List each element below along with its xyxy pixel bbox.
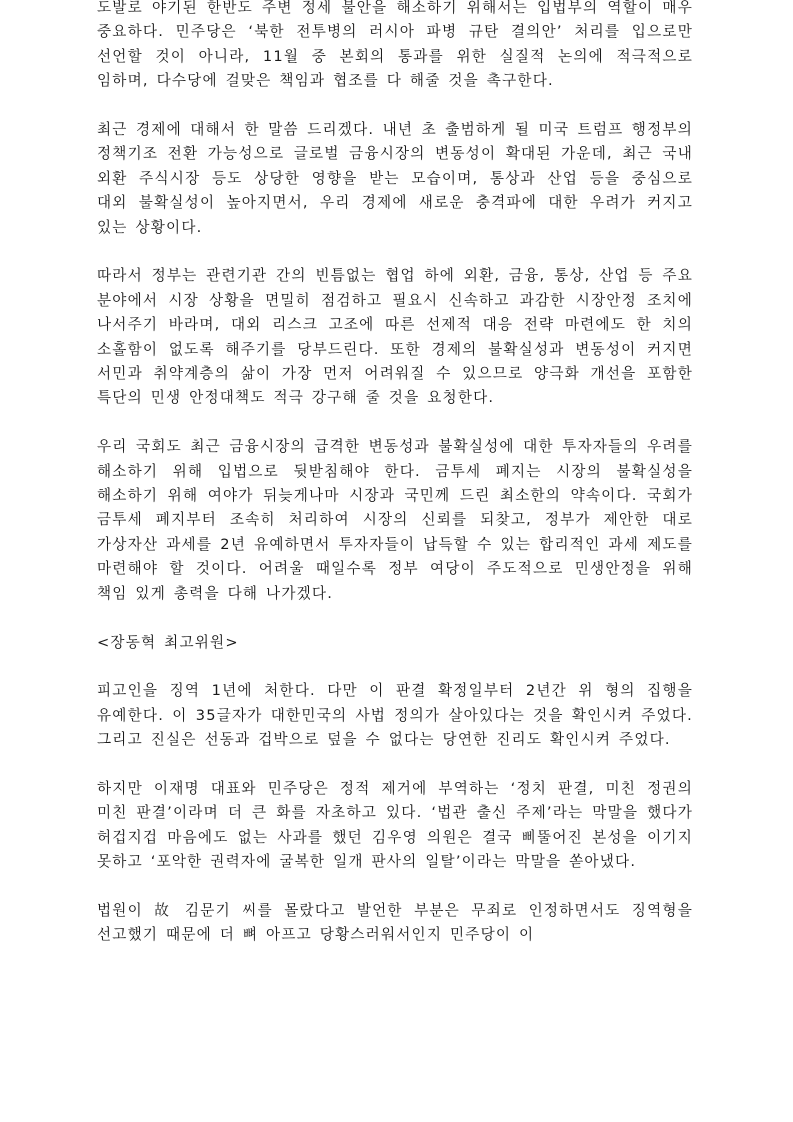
paragraph-assembly-legislation: 우리 국회도 최근 금융시장의 급격한 변동성과 불확실성에 대한 투자자들의 우려를 해소하기 위해 입법으로 뒷받침해야 한다. 금투세 폐지는 시장의 불확실성을 해소하기 위해 여야가 뒤늦게나마 시장과 국민께 드린 최소한의 약속이다. 국회가 금투세 폐지부터 조속히 처리하여 시장의 신뢰를 되찾고, 정부가 제안한 대로 가상자산 과세를 2년 유예하면서 투자자들이 납득할 수 있는 합리적인 과세 제도를 마련해야 할 것이다. 어려울 때일수록 정부 여당이 주도적으로 민생안정을 위해 책임 있게 총력을 다해 나가겠다. [97, 438, 693, 602]
paragraph-economy-outlook: 최근 경제에 대해서 한 말씀 드리겠다. 내년 초 출범하게 될 미국 트럼프 행정부의 정책기조 전환 가능성으로 글로벌 금융시장의 변동성이 확대된 가운데, 최근 국내 외환 주식시장 등도 상당한 영향을 받는 모습이며, 통상과 산업 등을 중심으로 대외 불확실성이 높아지면서, 우리 경제에 새로운 충격파에 대한 우려가 커지고 있는 상황이다. [97, 121, 693, 236]
paragraph-government-request: 따라서 정부는 관련기관 간의 빈틈없는 협업 하에 외환, 금융, 통상, 산업 등 주요 분야에서 시장 상황을 면밀히 점검하고 필요시 신속하고 과감한 시장안정 조치에 나서주기 바라며, 대외 리스크 고조에 따른 선제적 대응 전략 마련에도 한 치의 소홀함이 없도록 해주기를 당부드린다. 또한 경제의 불확실성과 변동성이 커지면 서민과 취약계층의 삶이 가장 먼저 어려워질 수 있으므로 양극화 개선을 포함한 특단의 민생 안정대책도 적극 강구해 줄 것을 요청한다. [97, 267, 693, 407]
paragraph-democratic-party-response: 하지만 이재명 대표와 민주당은 정적 제거에 부역하는 ‘정치 판결, 미친 정권의 미친 판결’이라며 더 큰 화를 자초하고 있다. ‘법관 출신 주제’라는 막말을 했다가 허겁지겁 마음에도 없는 사과를 했던 김우영 의원은 결국 삐뚤어진 본성을 이기지 못하고 ‘포악한 권력자에 굴복한 일개 판사의 일탈’이라는 막말을 쏟아냈다. [97, 779, 693, 871]
speaker-heading: <장동혁 최고위원> [97, 633, 239, 651]
paragraph-verdict: 피고인을 징역 1년에 처한다. 다만 이 판결 확정일부터 2년간 위 형의 집행을 유예한다. 이 35글자가 대한민국의 사법 정의가 살아있다는 것을 확인시켜 주었다. 그리고 진실은 선동과 겁박으로 덮을 수 없다는 당연한 진리도 확인시켜 주었다. [97, 682, 693, 749]
paragraph-court-ruling: 법원이 故 김문기 씨를 몰랐다고 발언한 부분은 무죄로 인정하면서도 징역형을 선고했기 때문에 더 뼈 아프고 당황스러워서인지 민주당이 이 [97, 901, 693, 944]
document-body [97, 0, 693, 972]
paragraph-north-korea-resolution: 도발로 야기된 한반도 주변 정세 불안을 해소하기 위해서는 입법부의 역할이 매우 중요하다. 민주당은 ‘북한 전투병의 러시아 파병 규탄 결의안’ 처리를 입으로만 선언할 것이 아니라, 11월 중 본회의 통과를 위한 실질적 논의에 적극적으로 임하며, 다수당에 걸맞은 책임과 협조를 다 해줄 것을 촉구한다. [97, 0, 693, 90]
